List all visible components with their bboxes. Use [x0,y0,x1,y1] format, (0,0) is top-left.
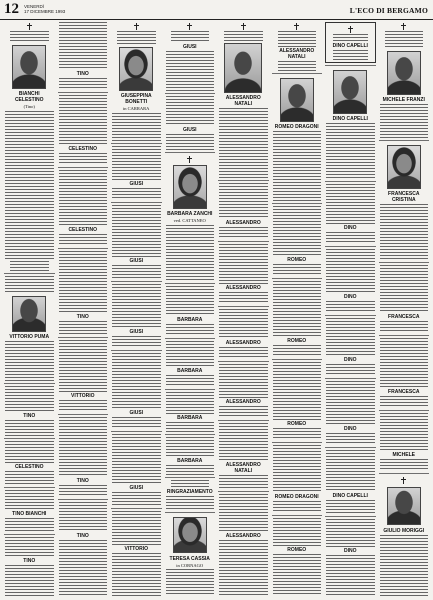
notice-text [171,31,210,43]
notice-text [59,340,108,392]
obituary-column-4 [165,22,216,598]
notice-text [326,433,375,445]
notice-text [59,540,108,596]
obituary-notice [325,181,376,246]
obituary-notice [58,248,109,337]
obituary-notice [272,442,323,515]
deceased-name: ROMEO DRAGONI [274,124,319,130]
cross-icon [401,23,406,30]
deceased-name: BARBARA [177,367,203,374]
notice-text [273,345,322,357]
notice-text [171,480,210,488]
notice-heading: RINGRAZIAMENTO [166,488,213,495]
deceased-name: CELESTINO [68,146,98,152]
deceased-name: BARBARA [177,316,203,323]
notice-text [166,569,215,596]
deceased-name: DINO CAPELLI [332,493,368,499]
notice-text [273,428,322,440]
deceased-name: ROMEO DRAGONI [274,494,319,500]
notice-text [273,206,322,256]
deceased-name: BARBARA [177,414,203,421]
notice-text [326,364,375,376]
obituary-notice [379,473,430,598]
deceased-name: DINO CAPELLI [332,116,368,122]
obituary-notice [111,350,162,431]
notice-text [380,459,429,471]
obituary-notice [325,22,376,63]
notice-text [219,494,268,532]
notice-text [166,51,215,91]
deceased-name: ALESSANDRO NATALI [225,462,261,474]
notice-text [59,22,108,70]
deceased-married-name: ved. CATTANEO [173,218,206,223]
deceased-name: GIUSI [182,44,197,50]
obituary-notice [58,337,109,414]
notice-text [278,61,317,71]
notice-text [112,492,161,506]
cross-icon [294,23,299,30]
deceased-name: ALESSANDRO [225,340,261,346]
notice-text [112,265,161,279]
notice-text [326,555,375,596]
portrait-photo [173,165,207,209]
obituary-notice [218,306,269,361]
notice-text [59,485,108,497]
deceased-name: GIUSI [129,328,144,335]
notice-text [380,396,429,408]
deceased-name: ALESSANDRO [225,220,261,226]
notice-text [326,318,375,356]
notice-text [166,225,215,281]
notice-text [5,111,54,261]
deceased-name: TINO [76,71,89,77]
notice-text [166,286,215,316]
deceased-name: ROMEO [287,257,307,263]
notice-text [5,518,54,532]
obituary-notice [165,338,216,389]
notice-text [112,205,161,257]
weekday: VENERDÌ [24,4,45,9]
notice-text [333,34,368,42]
portrait-photo [387,51,421,95]
obituary-notice [111,508,162,599]
deceased-name: FRANCESCA [388,389,420,395]
obituary-notice [325,447,376,516]
obituary-notice [272,203,323,278]
page-header [0,0,433,20]
portrait-photo [12,45,46,89]
notice-text [219,244,268,284]
deceased-name: ROMEO [287,338,307,344]
obituary-column-8 [379,22,430,598]
notice-text [112,553,161,597]
deceased-name: FRANCESCA [388,314,420,320]
notice-text [59,251,108,313]
notice-text [112,336,161,348]
deceased-name: FRANCESCA CRISTINA [388,191,420,203]
deceased-name: BARBARA [177,457,203,464]
obituary-notice [379,22,430,140]
deceased-name: MICHELE FRANZI [382,97,425,103]
notice-text [166,437,215,457]
deceased-name: DINO [344,225,357,231]
cross-icon [187,156,192,163]
obituary-notice [272,515,323,598]
obituary-columns [4,22,429,598]
notice-text [117,31,156,45]
obituary-notice [111,22,162,143]
obituary-notice [165,152,216,283]
notice-text [5,471,54,485]
notice-text [326,184,375,224]
notice-text [273,501,322,513]
notice-text [326,519,375,547]
obituary-notice [272,359,323,442]
obituary-notice [325,315,376,378]
portrait-photo [333,70,367,114]
obituary-notice [111,281,162,350]
notice-text [5,441,54,463]
deceased-name: VITTORIO [124,545,149,552]
deceased-name: DINO [344,294,357,300]
obituary-notice [111,143,162,202]
cross-icon [187,23,192,30]
deceased-name: GIUSI [129,257,144,264]
notice-text [112,146,161,180]
deceased-name: BIANCHI CELESTINO [14,91,44,103]
notice-text [380,204,429,260]
obituary-notice [218,361,269,420]
notice-text [59,502,108,532]
obituary-notice [4,383,55,438]
deceased-name: TINO [23,557,36,564]
deceased-nickname: (Tino) [23,104,35,109]
page-number: 12 [4,1,19,17]
deceased-name: ALESSANDRO [225,399,261,405]
notice-text [273,264,322,276]
deceased-name: DINO CAPELLI [332,43,368,49]
portrait-photo [119,47,153,91]
notice-text [59,234,108,246]
obituary-notice [111,202,162,281]
deceased-name: ALESSANDRO [225,285,261,291]
cross-icon [134,23,139,30]
notice-text [273,131,322,201]
obituary-notice [111,431,162,508]
obituary-column-6 [272,22,323,598]
deceased-name: VITTORIO [70,393,95,399]
obituary-notice [218,241,269,306]
cross-icon [348,26,353,33]
deceased-name: GIULIO MORIGGI [383,528,425,534]
masthead: L'ECO DI BERGAMO [349,6,428,15]
cross-icon [241,23,246,30]
notice-text [166,134,215,150]
deceased-name: ALESSANDRO NATALI [225,95,261,107]
cross-icon [27,23,32,30]
notice-text [273,281,322,337]
notice-text [219,292,268,304]
notice-text [166,392,215,414]
notice-text [219,423,268,461]
obituary-notice [165,22,216,93]
obituary-notice [58,22,109,92]
obituary-notice [218,180,269,241]
deceased-name: TINO BIANCHI [12,510,47,517]
notice-text [326,249,375,293]
date: 17 DICEMBRE 1993 [24,9,66,14]
obituary-column-7 [325,22,376,598]
notice-text [278,31,317,47]
cross-icon [401,477,406,484]
notice-text [326,232,375,244]
deceased-married-name: in CARRARA [123,106,150,111]
obituary-column-2 [58,22,109,598]
deceased-name: VITTORIO PUMA [9,333,50,340]
notice-text [59,95,108,145]
notice-text [166,324,215,336]
notice-text [326,381,375,425]
notice-text [219,364,268,398]
obituary-notice [379,410,430,473]
notice-text [380,338,429,388]
obituary-notice [218,420,269,491]
notice-text [112,434,161,484]
portrait-photo [387,145,421,189]
notice-text [59,78,108,90]
notice-text [166,496,215,510]
deceased-name: CELESTINO [68,227,98,233]
obituary-notice [4,487,55,534]
obituary-notice [165,93,216,152]
notice-text [219,347,268,359]
notice-text [219,227,268,239]
portrait-photo [173,517,207,553]
notice-text [112,113,161,141]
notice-text [5,565,54,597]
obituary-column-1 [4,22,55,598]
obituary-notice [379,140,430,262]
notice-text [59,153,108,165]
deceased-name: TINO [23,412,36,419]
notice-text [5,537,54,557]
notice-text [273,518,322,546]
obituary-notice [4,534,55,599]
obituary-notice [4,22,55,273]
notice-text [326,301,375,313]
notice-text [326,123,375,179]
notice-text [112,284,161,328]
obituary-notice [165,512,216,599]
obituary-notice [272,278,323,359]
obituary-notice [58,414,109,499]
notice-text [59,321,108,335]
obituary-notice [165,434,216,477]
obituary-notice [325,516,376,598]
deceased-name: TINO [76,478,89,484]
deceased-name: MICHELE [392,452,415,458]
issue-date [24,4,65,14]
notice-text [10,31,49,43]
notice-text [380,265,429,313]
deceased-name: ALESSANDRO NATALI [279,48,315,60]
obituary-notice [4,273,55,383]
notice-text [224,31,263,41]
notice-text [112,417,161,429]
deceased-name: GIUSI [129,409,144,416]
notice-text [219,475,268,489]
deceased-name: GIUSEPPINA BONETTI [120,93,152,105]
deceased-name: TERESA CASSIA [169,555,210,562]
portrait-photo [280,78,314,122]
obituary-notice [272,73,323,203]
obituary-notice [379,262,430,335]
notice-text [112,353,161,409]
deceased-name: DINO [344,357,357,363]
notice-text [385,31,424,49]
notice-text [112,511,161,545]
notice-text [5,386,54,412]
deceased-name: DINO [344,548,357,554]
obituary-notice [272,22,323,73]
notice-text [166,375,215,387]
notice-text [219,309,268,339]
notice-text [273,554,322,596]
deceased-name: GIUSI [182,127,197,133]
obituary-notice [165,477,216,512]
obituary-notice [325,65,376,181]
notice-text [219,108,268,178]
deceased-name: ROMEO [287,547,307,553]
obituary-notice [218,22,269,180]
notice-text [112,188,161,200]
deceased-married-name: in CORNAGO [176,562,204,568]
deceased-name: TINO [76,314,89,320]
deceased-name: ROMEO [287,421,307,427]
deceased-name: DINO [344,426,357,432]
obituary-notice [58,499,109,598]
notice-text [380,535,429,596]
notice-text [333,50,368,60]
deceased-name: CELESTINO [14,463,44,470]
portrait-photo [224,43,262,93]
deceased-name: GIUSI [129,484,144,491]
notice-text [59,417,108,477]
notice-text [273,445,322,493]
obituary-notice [218,491,269,598]
obituary-column-5 [218,22,269,598]
portrait-photo [12,296,46,332]
obituary-notice [325,246,376,315]
obituary-notice [325,378,376,447]
notice-text [59,170,108,226]
portrait-photo [387,487,421,525]
obituary-notice [379,335,430,410]
notice-text [326,500,375,514]
obituary-notice [58,92,109,167]
obituary-notice [165,283,216,338]
deceased-name: GIUSI [129,180,144,187]
notice-text [59,400,108,412]
obituary-notice [4,438,55,487]
notice-text [273,362,322,420]
obituary-notice [58,167,109,248]
notice-text [166,422,215,432]
notice-text [380,321,429,333]
notice-text [380,104,429,138]
notice-text [166,341,215,367]
deceased-name: BARBARA ZANCHI [167,211,213,217]
obituary-column-3 [111,22,162,598]
notice-text [166,96,215,126]
deceased-name: TINO [76,533,89,539]
obituary-notice [165,389,216,434]
notice-text [5,276,54,294]
notice-text [219,183,268,219]
notice-text [326,450,375,492]
notice-text [219,540,268,596]
deceased-name: ALESSANDRO [225,533,261,539]
notice-text [10,261,49,271]
notice-text [5,341,54,381]
notice-text [219,406,268,418]
notice-text [5,420,54,436]
notice-text [166,465,215,475]
notice-text [380,413,429,451]
notice-text [5,490,54,510]
